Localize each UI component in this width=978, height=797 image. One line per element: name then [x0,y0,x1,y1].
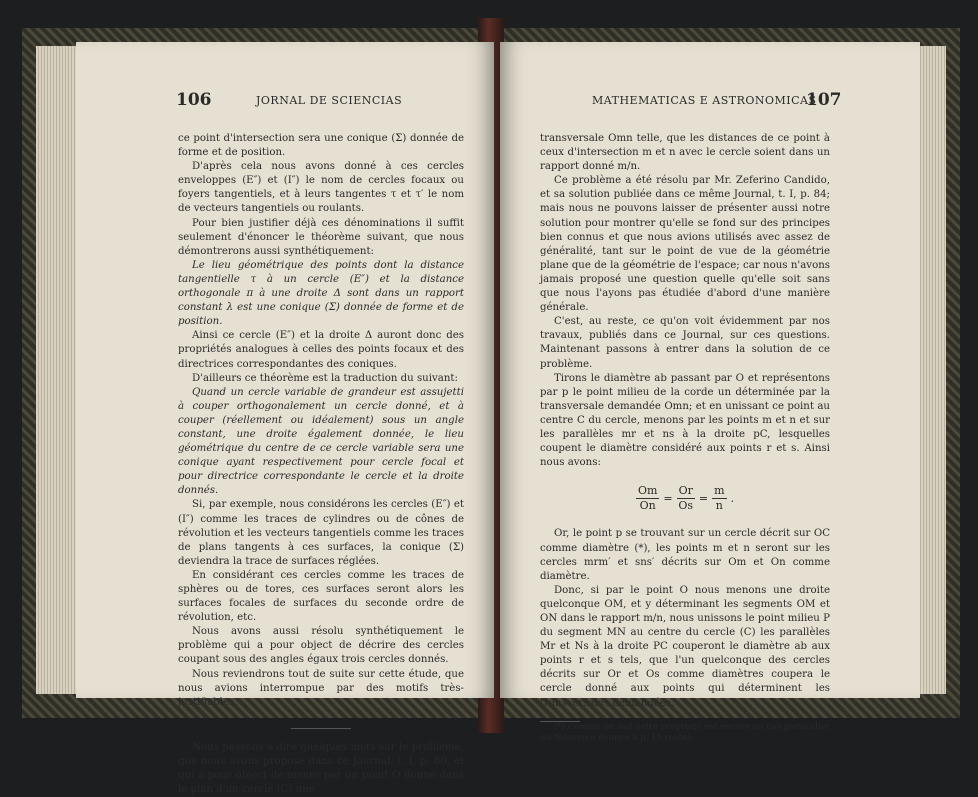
numerator: Om [636,484,659,499]
running-header: MATHEMATICAS E ASTRONOMICAS [592,94,817,107]
paragraph: Quand un cercle variable de grandeur est assujetti à couper orthogonalement un cercle donné, et à couper (réellement ou idéalement) sous un angle constant, une droite également donnée, le lieu géométrique du centre de ce cercle variable sera une conique ayant respectivement pour cercle focal et pour directrice correspondante le cercle et la droite donnés. [178,386,464,497]
page-edges-left [36,46,76,694]
right-body [540,132,830,745]
paragraph: ce point d'intersection sera une conique (Σ) donnée de forme et de position. [178,133,464,159]
denominator: On [639,499,656,513]
fraction [636,484,659,513]
equals-sign: = [698,491,709,505]
paragraph: Tirons le diamètre ab passant par O et représentons par p le point milieu de la corde un déterminée par la transversale demandée Omn; et en unissant ce point au centre C du cercle, menons par les points m et n et sur les parallèles mr et ns à la droite pC, lesquelles coupent le diamètre considéré aux points r et s. Ainsi nous avons: [540,372,830,469]
equals-sign: = [663,491,673,505]
formula [540,484,830,513]
section-divider [291,728,351,729]
numerator: Or [677,484,695,499]
paragraph: Ainsi ce cercle (E″) et la droite Δ auront donc des propriétés analogues à celles des points focaux et des directrices correspondantes des coniques. [178,330,464,370]
paragraph: Le lieu géométrique des points dont la distance tangentielle τ à un cercle (E″) et la distance orthogonale π à une droite Δ sont dans un rapport constant λ est une conique (Σ) donnée de forme et de position. [178,259,464,328]
denominator: n [715,499,723,513]
page-edges-right [920,46,946,694]
paragraph: D'ailleurs ce théorème est la traduction du suivant: [192,372,458,384]
paragraph: Nous passons à dire quelques mots sur le problème, que nous avons proposé dans ce Journal, t. I, p. 80, et qui a pour object de mener par un point O donné dans le plan d'un cercle (C) une [178,741,464,796]
right-page [500,42,920,744]
left-page [76,42,494,796]
paragraph: Si, par exemple, nous considérons les cercles (E″) et (I″) comme les traces de cylindres ou de cônes de révolution et les vecteurs tangentiels comme les traces de plans tangents à ces surfaces, la conique (Σ) deviendra la trace de surfaces réglées. [178,499,464,567]
page-number: 106 [176,90,212,110]
paragraph: Nous avons aussi résolu synthétiquement le problème qui a pour object de décrire des cercles coupant sous des angles égaux trois cercles donnés. [178,626,464,666]
denominator: Os [678,499,694,513]
page-number: 107 [806,90,842,110]
running-header: JORNAL DE SCIENCIAS [256,94,403,107]
paragraph: D'après cela nous avons donné à ces cercles enveloppes (E″) et (I″) le nom de cercles focaux ou foyers tangentiels, et à leurs tangentes τ et τ′ le nom de vecteurs tangentiels ou roulants. [178,161,464,215]
paragraph: Ce problème a été résolu par Mr. Zeferino Candido, et sa solution publiée dans ce même Journal, t. I, p. 84; mais nous ne pouvons laisser de présenter aussi notre solution pour montrer qu'elle se fond sur des principes bien connus et que nous avions utilisés avec assez de généralité, tant sur le point de vue de la géométrie plane que de la géométrie de l'espace; car nous n'avons jamais proposé une question quelle qu'elle soit sans que nous l'ayons pas étudiée d'abord d'une manière générale. [540,175,830,314]
fraction [712,484,726,513]
paragraph: Pour bien justifier déjà ces dénominations il suffit seulement d'énoncer le théorème suivant, que nous démontrerons aussi synthétiquement: [178,217,464,257]
period: . [730,491,735,505]
footnote: (*) Comme on sait cette propriété est encore un cas particulier du théorème énoncé à p. 15 (note). [540,721,830,744]
paragraph: transversale Omn telle, que les distances de ce point à ceux d'intersection m et n avec le cercle soient dans un rapport donné m/n. [540,133,830,173]
paragraph: Nous reviendrons tout de suite sur cette étude, que nous avions interrompue par des motifs très-justifiables. [178,668,464,708]
paragraph: C'est, au reste, ce qu'on voit évidemment par nos travaux, publiés dans ce Journal, sur ces questions. Maintenant passons à entrer dans la solution de ce problème. [540,316,830,370]
paragraph: Donc, si par le point O nous menons une droite quelconque OM, et y déterminant les segments OM et ON dans le rapport m/n, nous unissons le point milieu P du segment MN au centre du cercle (C) les parallèles Mr et Ns à la droite PC couperont le diamètre ab aux points r et s tels, que l'un quelconque des cercles décrits sur Or et Os comme diamètres coupera le cercle donné aux points qui déterminent les transversales demandées. [540,584,830,709]
paragraph: Or, le point p se trouvant sur un cercle décrit sur OC comme diamètre (*), les points m et n seront sur les cercles mrm′ et sns′ décrits sur Om et On comme diamètre. [540,528,830,582]
numerator: m [712,484,726,499]
left-body [178,132,464,797]
paragraph: En considérant ces cercles comme les traces de sphères ou de tores, ces surfaces seront alors les surfaces focales de surfaces du seconde ordre de révolution, etc. [178,569,464,624]
fraction [677,484,695,513]
